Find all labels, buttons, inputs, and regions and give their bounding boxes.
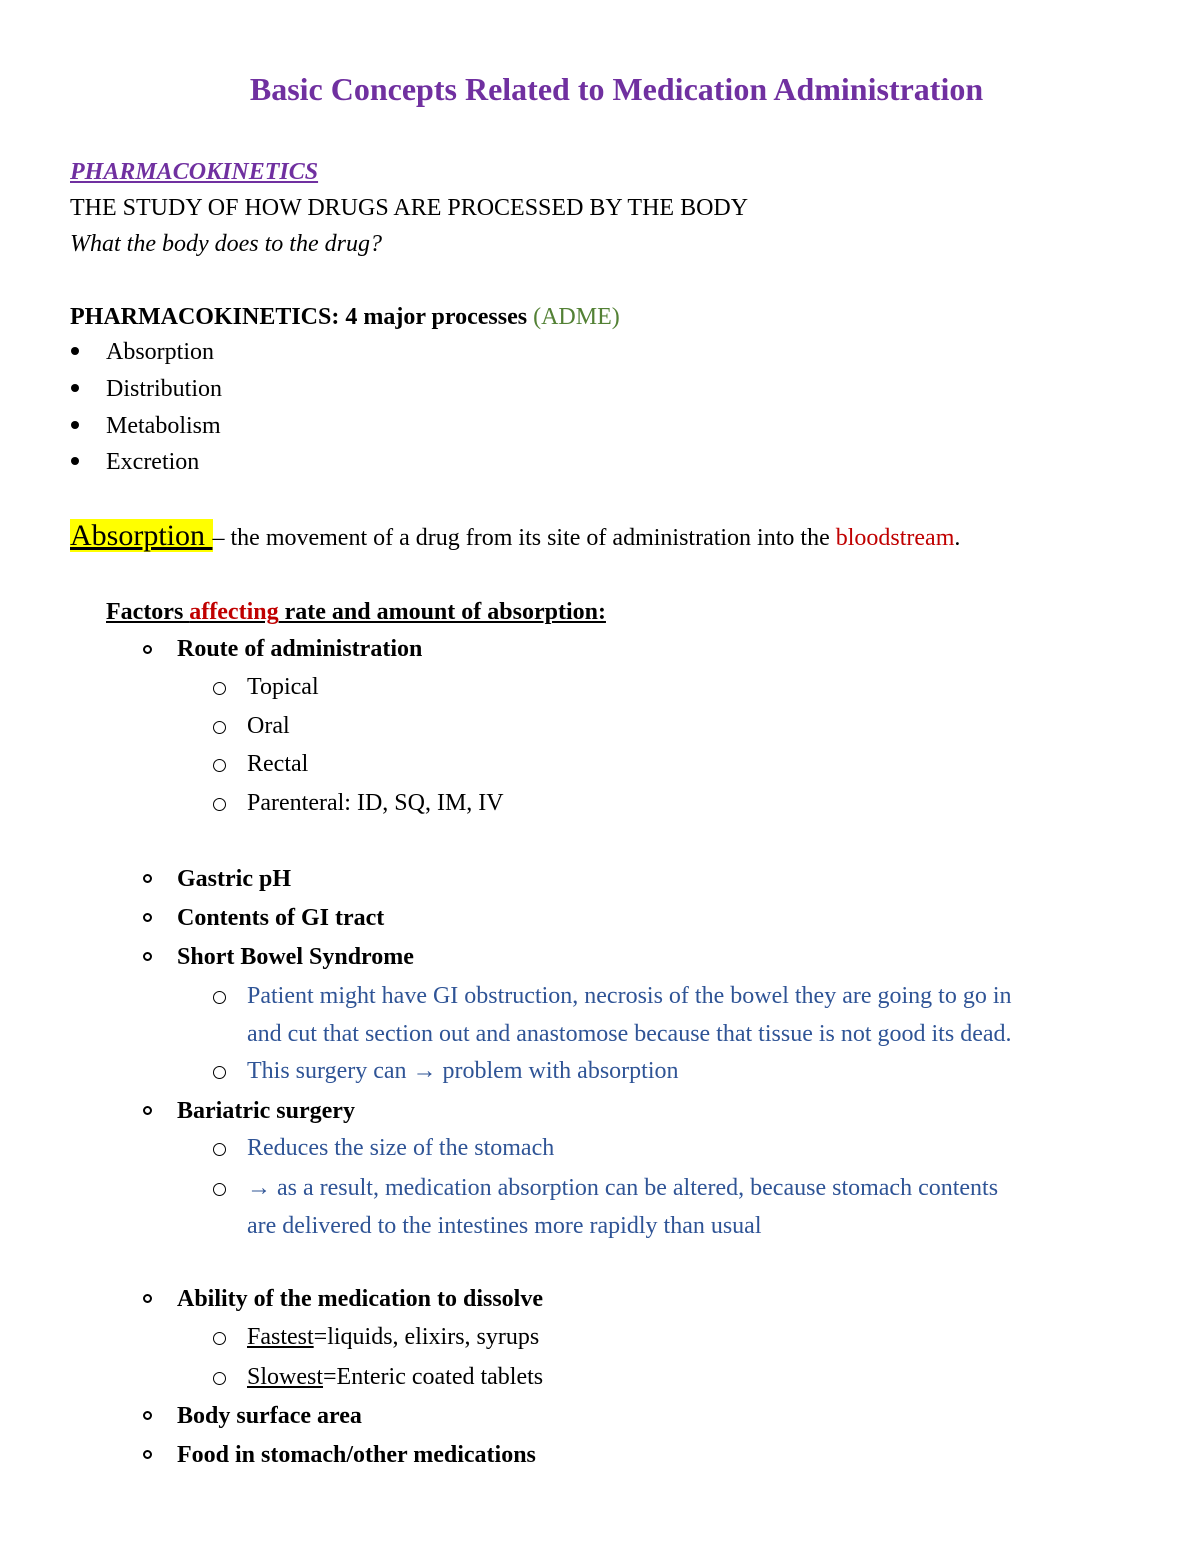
bullet-ring-icon bbox=[143, 952, 152, 961]
absorption-definition-end: . bbox=[954, 525, 961, 551]
bullet-ring-icon bbox=[143, 874, 152, 883]
bullet-circle-icon bbox=[213, 1372, 226, 1385]
bullet-dot-icon bbox=[71, 347, 79, 355]
page-title: Basic Concepts Related to Medication Administration bbox=[249, 71, 984, 107]
short-bowel-note-1b: and cut that section out and anastomose because that tissue is not good its dead. bbox=[247, 1021, 1012, 1047]
short-bowel-note-1a: Patient might have GI obstruction, necrosis of the bowel they are going to go in bbox=[247, 983, 1012, 1009]
adme-item-metabolism: Metabolism bbox=[106, 413, 221, 439]
bullet-ring-icon bbox=[143, 913, 152, 922]
bariatric-note-2b: are delivered to the intestines more rapidly than usual bbox=[247, 1213, 762, 1239]
absorption-term: Absorption bbox=[70, 519, 213, 552]
arrow-right-icon: → bbox=[412, 1058, 437, 1084]
short-bowel-note-2b: problem with absorption bbox=[436, 1058, 679, 1084]
factors-heading-lead: Factors bbox=[106, 599, 190, 625]
bariatric-note-2 bbox=[247, 1176, 998, 1200]
bullet-circle-icon bbox=[213, 1066, 226, 1079]
factors-heading-affecting: affecting bbox=[189, 599, 279, 625]
factor-surface-area: Body surface area bbox=[177, 1403, 362, 1429]
bullet-circle-icon bbox=[213, 798, 226, 811]
bloodstream-word: bloodstream bbox=[835, 525, 955, 551]
adme-item-distribution: Distribution bbox=[106, 376, 223, 402]
factor-gastric-ph: Gastric pH bbox=[177, 866, 291, 892]
factor-gi-contents: Contents of GI tract bbox=[177, 905, 385, 931]
bullet-ring-icon bbox=[143, 1106, 152, 1115]
bullet-circle-icon bbox=[213, 1183, 226, 1196]
route-rectal: Rectal bbox=[247, 751, 309, 777]
bullet-circle-icon bbox=[213, 1332, 226, 1345]
slowest-value: =Enteric coated tablets bbox=[323, 1364, 544, 1390]
bullet-ring-icon bbox=[143, 645, 152, 654]
bullet-circle-icon bbox=[213, 759, 226, 772]
slowest-label: Slowest bbox=[247, 1364, 324, 1390]
route-topical: Topical bbox=[247, 674, 319, 700]
factor-food: Food in stomach/other medications bbox=[177, 1442, 536, 1468]
pharmacokinetics-heading: PHARMACOKINETICS bbox=[70, 159, 319, 185]
dissolve-fastest bbox=[247, 1325, 539, 1349]
pharmacokinetics-question: What the body does to the drug? bbox=[70, 231, 382, 257]
bullet-circle-icon bbox=[213, 1143, 226, 1156]
short-bowel-note-2a: This surgery can bbox=[247, 1058, 413, 1084]
factor-bariatric: Bariatric surgery bbox=[177, 1098, 355, 1124]
adme-heading bbox=[70, 305, 620, 329]
bullet-dot-icon bbox=[71, 384, 79, 392]
adme-item-absorption: Absorption bbox=[106, 339, 214, 365]
bullet-ring-icon bbox=[143, 1411, 152, 1420]
pharmacokinetics-definition: THE STUDY OF HOW DRUGS ARE PROCESSED BY THE BODY bbox=[70, 195, 749, 221]
bariatric-note-1: Reduces the size of the stomach bbox=[247, 1135, 555, 1161]
route-oral: Oral bbox=[247, 713, 290, 739]
factors-heading-end: rate and amount of absorption: bbox=[278, 599, 606, 625]
adme-acronym: (ADME) bbox=[533, 304, 620, 330]
fastest-value: =liquids, elixirs, syrups bbox=[313, 1324, 540, 1350]
bullet-dot-icon bbox=[71, 421, 79, 429]
adme-heading-lead: PHARMACOKINETICS: 4 major processes bbox=[70, 304, 534, 330]
bullet-circle-icon bbox=[213, 721, 226, 734]
adme-item-excretion: Excretion bbox=[106, 449, 200, 475]
bullet-ring-icon bbox=[143, 1294, 152, 1303]
absorption-definition-lead: – the movement of a drug from its site of administration into the bbox=[212, 525, 836, 551]
absorption-definition bbox=[70, 521, 960, 551]
factors-heading bbox=[106, 600, 606, 624]
fastest-label: Fastest bbox=[247, 1324, 314, 1350]
route-parenteral: Parenteral: ID, SQ, IM, IV bbox=[247, 790, 504, 816]
factor-route: Route of administration bbox=[177, 636, 423, 662]
dissolve-slowest bbox=[247, 1365, 543, 1389]
bullet-circle-icon bbox=[213, 682, 226, 695]
bullet-circle-icon bbox=[213, 991, 226, 1004]
bariatric-note-2a: as a result, medication absorption can be altered, because stomach contents bbox=[271, 1175, 999, 1201]
bullet-dot-icon bbox=[71, 457, 79, 465]
factor-dissolve: Ability of the medication to dissolve bbox=[177, 1286, 543, 1312]
short-bowel-note-2 bbox=[247, 1059, 678, 1083]
bullet-ring-icon bbox=[143, 1450, 152, 1459]
factor-short-bowel: Short Bowel Syndrome bbox=[177, 944, 414, 970]
arrow-right-icon: → bbox=[247, 1175, 271, 1201]
